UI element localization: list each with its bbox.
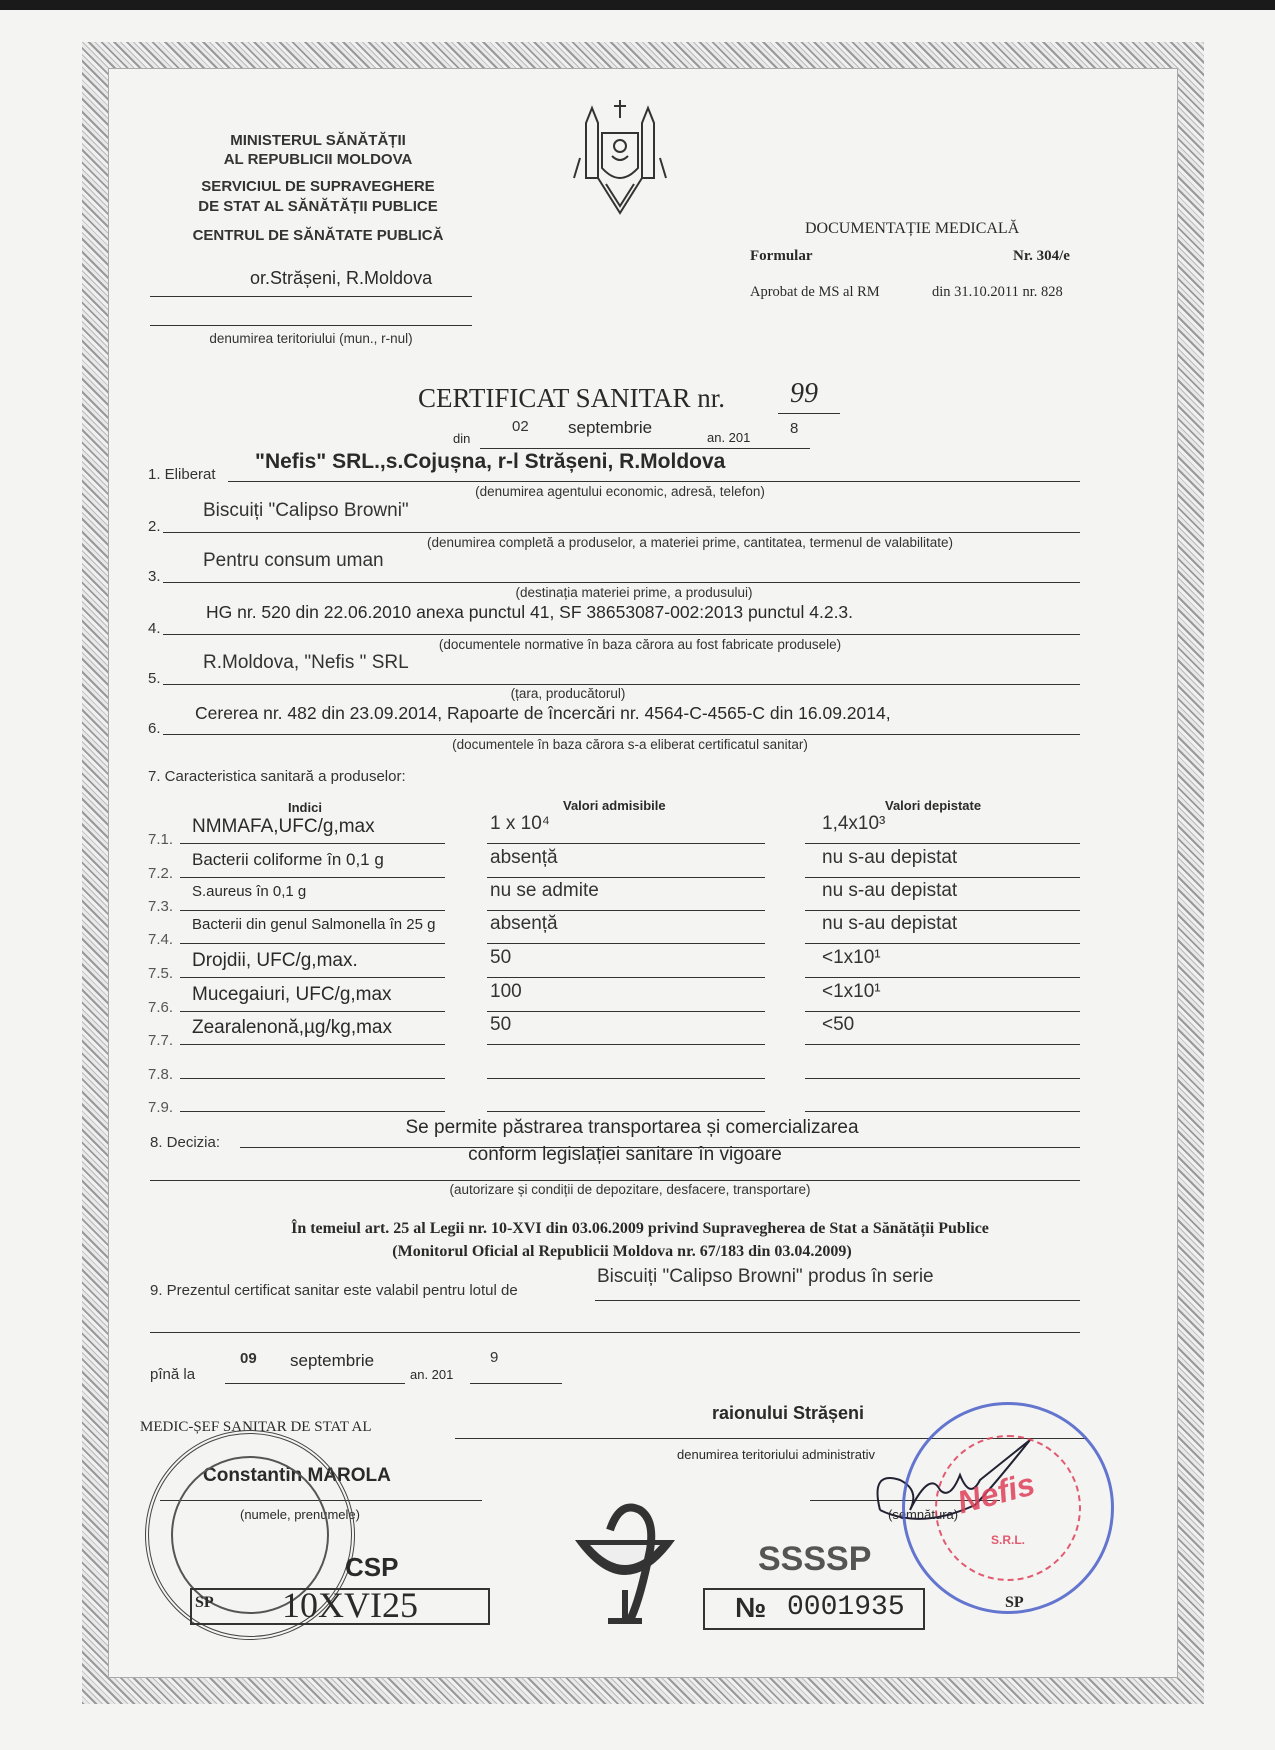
- row-line: [805, 843, 1080, 844]
- row-found: nu s-au depistat: [822, 913, 958, 934]
- field-2-label: 2.: [148, 518, 161, 535]
- ssssp-label: SSSSP: [758, 1540, 872, 1578]
- divider: [150, 296, 472, 297]
- csp-code: 10XVI25: [282, 1585, 418, 1625]
- row-allowed: nu se admite: [490, 880, 599, 901]
- row-line: [805, 1011, 1080, 1012]
- field-6-value: Cererea nr. 482 din 23.09.2014, Rapoarte de încercări nr. 4564-C-4565-C din 16.09.2014,: [195, 703, 891, 723]
- field-3-value: Pentru consum uman: [203, 550, 384, 571]
- field-line: [228, 481, 1080, 482]
- row-indicator: Bacterii din genul Salmonella în 25 g: [192, 916, 436, 933]
- nefis-logo: Nefis: [953, 1465, 1039, 1521]
- field-5-label: 5.: [148, 670, 161, 687]
- row-number: 7.7.: [148, 1032, 174, 1049]
- row-found: <1x10¹: [822, 947, 881, 968]
- row-found: nu s-au depistat: [822, 880, 958, 901]
- row-indicator: Bacterii coliforme în 0,1 g: [192, 850, 384, 869]
- row-allowed: 50: [490, 1014, 512, 1035]
- row-allowed: 1 x 10⁴: [490, 813, 550, 834]
- decision-line-2: conform legislației sanitare în vigoare: [468, 1144, 782, 1165]
- row-number: 7.1.: [148, 831, 174, 848]
- field-2-value: Biscuiți "Calipso Browni": [203, 500, 409, 521]
- row-allowed: absență: [490, 913, 558, 934]
- row-line: [805, 1044, 1080, 1045]
- signature-role: MEDIC-ȘEF SANITAR DE STAT AL: [140, 1419, 372, 1435]
- row-number: 7.4.: [148, 931, 174, 948]
- field-1-caption: (denumirea agentului economic, adresă, telefon): [475, 484, 765, 499]
- row-found: <1x10¹: [822, 981, 881, 1002]
- row-line: [180, 977, 445, 978]
- field-3-label: 3.: [148, 568, 161, 585]
- field-4-caption: (documentele normative în baza cărora au fost fabricate produsele): [438, 637, 842, 652]
- row-line: [805, 943, 1080, 944]
- field-line: [150, 1332, 1080, 1333]
- approved-date: din 31.10.2011 nr. 828: [932, 284, 1063, 300]
- valid-until-year-label: an. 201: [410, 1367, 454, 1382]
- field-5-caption: (țara, producătorul): [510, 686, 626, 701]
- scan-edge: [0, 0, 1275, 10]
- field-2-caption: (denumirea completă a produselor, a materiei prime, cantitatea, termenul de valabilitate): [426, 535, 954, 550]
- field-1-value: "Nefis" SRL.,s.Cojușna, r-l Strășeni, R.Moldova: [255, 450, 726, 473]
- field-1-label: 1. Eliberat: [148, 466, 216, 483]
- sp-right: SP: [1005, 1594, 1024, 1611]
- name-caption: (numele, prenumele): [240, 1507, 360, 1522]
- valid-until-day: 09: [240, 1350, 257, 1367]
- divider: [150, 325, 472, 326]
- date-year-digit: 8: [790, 420, 799, 437]
- row-line: [487, 877, 765, 878]
- sp-left: SP: [195, 1594, 214, 1611]
- col-header-allowed: Valori admisibile: [563, 798, 666, 813]
- field-line: [163, 532, 1080, 533]
- row-allowed: 50: [490, 947, 512, 968]
- row-number: 7.5.: [148, 965, 174, 982]
- row-indicator: S.aureus în 0,1 g: [192, 883, 307, 900]
- csp-label: CSP: [345, 1552, 399, 1582]
- field-6-label: 6.: [148, 720, 161, 737]
- row-line: [805, 910, 1080, 911]
- row-line: [180, 1011, 445, 1012]
- date-day: 02: [512, 418, 529, 435]
- form-number: Nr. 304/e: [1013, 248, 1070, 264]
- row-line: [487, 843, 765, 844]
- field-3-caption: (destinația materiei prime, a produsului): [515, 585, 753, 600]
- row-line: [180, 877, 445, 878]
- col-header-found: Valori depistate: [885, 798, 982, 813]
- row-allowed: absență: [490, 847, 558, 868]
- row-number: 7.3.: [148, 898, 174, 915]
- field-line: [163, 684, 1080, 685]
- row-line: [805, 1111, 1080, 1112]
- row-indicator: Drojdii, UFC/g,max.: [192, 950, 358, 971]
- form-label: Formular: [750, 248, 813, 264]
- row-found: 1,4x10³: [822, 813, 886, 834]
- row-line: [487, 943, 765, 944]
- territory-caption: denumirea teritoriului administrativ: [677, 1447, 875, 1462]
- certificate-title: CERTIFICAT SANITAR nr.: [418, 383, 725, 413]
- underline: [480, 448, 810, 449]
- row-line: [487, 977, 765, 978]
- date-din: din: [453, 431, 471, 446]
- row-line: [180, 1044, 445, 1045]
- signature-territory: raionului Strășeni: [712, 1403, 865, 1423]
- row-line: [487, 1111, 765, 1112]
- row-number: 7.2.: [148, 865, 174, 882]
- service-name-2: DE STAT AL SĂNĂTĂȚII PUBLICE: [198, 198, 438, 215]
- serial-number: 0001935: [787, 1592, 905, 1623]
- company-seal: [902, 1402, 1114, 1614]
- col-header-indicator: Indici: [288, 800, 322, 815]
- validity-lot: Biscuiți "Calipso Browni" produs în serie: [597, 1266, 934, 1287]
- row-indicator: NMMAFA,UFC/g,max: [192, 816, 375, 837]
- row-line: [180, 1078, 445, 1079]
- row-line: [487, 1044, 765, 1045]
- field-line: [163, 582, 1080, 583]
- location: or.Strășeni, R.Moldova: [250, 268, 433, 288]
- row-line: [180, 910, 445, 911]
- decision-caption: (autorizare și condiții de depozitare, desfacere, transportare): [449, 1182, 811, 1197]
- row-number: 7.6.: [148, 999, 174, 1016]
- field-4-label: 4.: [148, 620, 161, 637]
- row-found: <50: [822, 1014, 855, 1035]
- row-number: 7.9.: [148, 1099, 174, 1116]
- field-6-caption: (documentele în baza cărora s-a eliberat certificatul sanitar): [452, 737, 808, 752]
- validity-label: 9. Prezentul certificat sanitar este valabil pentru lotul de: [150, 1282, 518, 1299]
- signature-name: Constantin MAROLA: [203, 1465, 391, 1486]
- row-line: [805, 1078, 1080, 1079]
- date-year-label: an. 201: [707, 430, 751, 445]
- valid-until-label: pînă la: [150, 1366, 196, 1383]
- number-prefix: №: [735, 1592, 767, 1623]
- underline: [778, 413, 840, 414]
- ministry-name: MINISTERUL SĂNĂTĂȚII: [230, 132, 406, 149]
- row-indicator: Zearalenonă,µg/kg,max: [192, 1017, 393, 1038]
- field-line: [150, 1180, 1080, 1181]
- legal-basis-2: (Monitorul Oficial al Republicii Moldova nr. 67/183 din 03.04.2009): [392, 1243, 852, 1260]
- ministry-country: AL REPUBLICII MOLDOVA: [223, 151, 413, 168]
- field-4-value: HG nr. 520 din 22.06.2010 anexa punctul 41, SF 38653087-002:2013 punctul 4.2.3.: [206, 602, 854, 622]
- field-line: [225, 1383, 405, 1384]
- approved-by: Aprobat de MS al RM: [750, 284, 880, 300]
- row-line: [180, 843, 445, 844]
- row-line: [180, 1111, 445, 1112]
- field-line: [595, 1300, 1080, 1301]
- row-line: [487, 1078, 765, 1079]
- date-month: septembrie: [568, 418, 653, 437]
- row-line: [487, 910, 765, 911]
- field-line: [240, 1147, 1080, 1148]
- service-name: SERVICIUL DE SUPRAVEGHERE: [201, 178, 435, 195]
- row-found: nu s-au depistat: [822, 847, 958, 868]
- bowl-of-hygieia-icon: [570, 1500, 680, 1630]
- row-indicator: Mucegaiuri, UFC/g,max: [192, 984, 392, 1005]
- certificate-number: 99: [790, 378, 818, 409]
- row-line: [180, 943, 445, 944]
- nefis-srl: S.R.L.: [991, 1533, 1026, 1547]
- decision-label: 8. Decizia:: [150, 1134, 221, 1151]
- center-name: CENTRUL DE SĂNĂTATE PUBLICĂ: [192, 227, 444, 244]
- doc-type: DOCUMENTAȚIE MEDICALĂ: [805, 220, 1020, 237]
- row-line: [487, 1011, 765, 1012]
- valid-until-year-digit: 9: [490, 1349, 499, 1366]
- field-line: [163, 734, 1080, 735]
- legal-basis-1: În temeiul art. 25 al Legii nr. 10-XVI din 03.06.2009 privind Supravegherea de Stat a Sănătății Publice: [291, 1220, 989, 1237]
- row-allowed: 100: [490, 981, 522, 1002]
- decision-line-1: Se permite păstrarea transportarea și comercializarea: [405, 1117, 859, 1138]
- valid-until-month: septembrie: [290, 1351, 375, 1370]
- row-number: 7.8.: [148, 1066, 174, 1083]
- field-5-value: R.Moldova, "Nefis " SRL: [203, 652, 409, 673]
- row-line: [805, 977, 1080, 978]
- territory-caption: denumirea teritoriului (mun., r-nul): [209, 331, 413, 346]
- row-line: [805, 877, 1080, 878]
- signature-caption: (semnătura): [888, 1507, 959, 1522]
- section-7-title: 7. Caracteristica sanitară a produselor:: [148, 768, 406, 785]
- coat-of-arms-icon: [572, 98, 668, 218]
- field-line: [470, 1383, 562, 1384]
- field-line: [163, 634, 1080, 635]
